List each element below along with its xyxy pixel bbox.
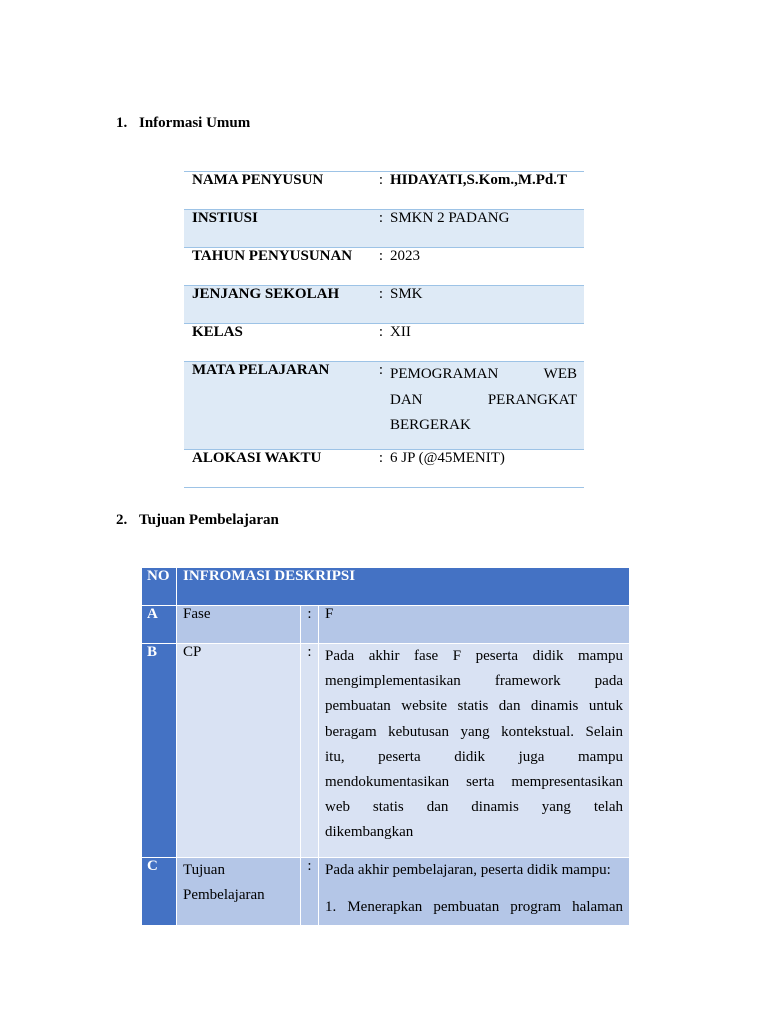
row-colon: :: [301, 644, 319, 858]
info-colon: :: [378, 172, 384, 188]
info-key: KELAS: [192, 324, 243, 340]
goal-item: 1. Menerapkan pembuatan program halaman: [325, 899, 623, 916]
info-value-line: PEMOGRAMAN WEB: [390, 366, 577, 382]
info-colon: :: [378, 450, 384, 466]
info-key: MATA PELAJARAN: [192, 362, 330, 378]
header-no: NO: [142, 568, 177, 606]
info-value: HIDAYATI,S.Kom.,M.Pd.T: [390, 172, 567, 188]
section-heading-tujuan-pembelajaran: [116, 512, 279, 529]
table-row: [184, 450, 584, 488]
row-label-line: Tujuan: [183, 862, 225, 878]
table-row: [142, 644, 630, 858]
info-key: NAMA PENYUSUN: [192, 172, 324, 188]
info-colon: :: [378, 286, 384, 302]
table-row: [184, 172, 584, 210]
info-value-line: BERGERAK: [390, 417, 471, 433]
info-value: 2023: [390, 248, 420, 264]
paragraph-line: itu, peserta didik juga mampu: [325, 748, 623, 765]
row-value-paragraph: [319, 644, 630, 858]
info-key: JENJANG SEKOLAH: [192, 286, 340, 302]
info-key: INSTIUSI: [192, 210, 258, 226]
paragraph-line: mengimplementasikan framework pada: [325, 673, 623, 690]
info-colon: :: [378, 324, 384, 340]
section-heading-informasi-umum: [116, 115, 250, 132]
info-value-multiline: [390, 362, 584, 450]
paragraph-line: mendokumentasikan serta mempresentasikan: [325, 774, 623, 791]
row-label: Fase: [177, 606, 301, 644]
goals-intro: Pada akhir pembelajaran, peserta didik mampu:: [325, 862, 611, 878]
table-row: [184, 324, 584, 362]
table-row: [142, 858, 630, 926]
row-label-line: Pembelajaran: [183, 887, 265, 904]
table-row: [142, 606, 630, 644]
table-row: [184, 210, 584, 248]
info-value: XII: [390, 324, 411, 340]
table-row: [184, 248, 584, 286]
section-title: Informasi Umum: [139, 115, 251, 131]
description-table: [141, 567, 630, 926]
info-value: 6 JP (@45MENIT): [390, 450, 505, 466]
info-colon: :: [378, 210, 384, 226]
row-no: B: [142, 644, 177, 858]
row-label-multiline: [177, 858, 301, 926]
table-row: [184, 286, 584, 324]
info-table: [184, 171, 584, 488]
info-colon: :: [378, 248, 384, 264]
row-colon: :: [301, 606, 319, 644]
row-no: A: [142, 606, 177, 644]
row-no: C: [142, 858, 177, 926]
info-key: TAHUN PENYUSUNAN: [192, 248, 353, 264]
row-label: CP: [177, 644, 301, 858]
header-title: INFROMASI DESKRIPSI: [177, 568, 630, 606]
paragraph-line: Pada akhir fase F peserta didik mampu: [325, 648, 623, 664]
section-number: 1.: [116, 115, 128, 131]
info-value-line: DAN PERANGKAT: [390, 391, 577, 408]
section-title: Tujuan Pembelajaran: [139, 512, 279, 528]
row-colon: :: [301, 858, 319, 926]
table-row: [184, 362, 584, 450]
info-value: SMKN 2 PADANG: [390, 210, 510, 226]
paragraph-line: pembuatan website statis dan dinamis untuk: [325, 698, 623, 715]
info-key: ALOKASI WAKTU: [192, 450, 322, 466]
info-colon: :: [378, 362, 384, 378]
table-header-row: [142, 568, 630, 606]
row-value: F: [319, 606, 630, 644]
row-value-goals: [319, 858, 630, 926]
section-number: 2.: [116, 512, 128, 528]
info-value: SMK: [390, 286, 423, 302]
paragraph-line: beragam kebutusan yang kontekstual. Selain: [325, 723, 623, 740]
paragraph-line: web statis dan dinamis yang telah: [325, 799, 623, 816]
paragraph-line: dikembangkan: [325, 824, 414, 841]
